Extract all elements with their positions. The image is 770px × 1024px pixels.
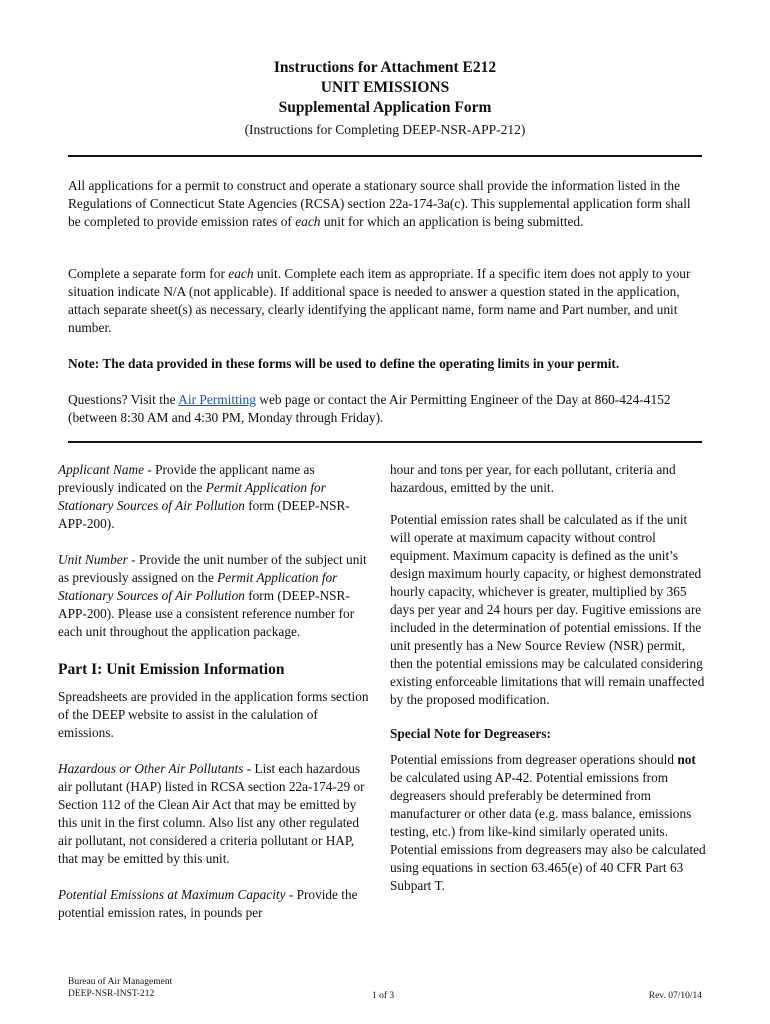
applicant-name-text-b: form (DEEP-NSR-APP-200). [58,498,350,531]
hazardous-pollutants-text: - List each hazardous air pollutant (HAP) listed in RCSA section 22a-174-29 or Section 112 of the Clean Air Act that may be emitted by this unit in the first column. Also list any other regulated air pollutant, not considered a criteria pollutant or HAP, that may be emitted by this unit. [58,761,365,866]
applicant-name-item [58,461,373,533]
hazardous-pollutants-term: Hazardous or Other Air Pollutants [58,761,244,776]
hazardous-pollutants-item [58,760,373,868]
intro-p1-em: each [295,214,321,229]
footer-left [68,976,172,1000]
intro-p1-a: All applications for a permit to construct and operate a stationary source shall provide the information listed in the Regulations of Connecticut State Agencies (RCSA) section 22a-174-3a(c). This supplemental application form shall be completed to provide emission rates of [68,178,691,229]
title-line-1: Instructions for Attachment E212 [273,59,497,76]
unit-number-item [58,551,373,641]
top-divider [68,155,702,157]
footer-bureau: Bureau of Air Management [68,977,173,987]
potential-emissions-term: Potential Emissions at Maximum Capacity [58,887,286,902]
bottom-divider [68,441,702,443]
degreasers-paragraph [390,751,706,895]
intro-paragraph-1 [68,177,702,231]
right-column [390,461,706,895]
air-permitting-link[interactable]: Air Permitting [178,392,256,407]
document-header [0,58,770,139]
questions-b: web page or contact the Air Permitting Engineer of the Day at 860-424-4152 (between 8:30 AM and 4:30 PM, Monday through Friday). [68,392,671,425]
potential-emissions-text: - Provide the potential emission rates, in pounds per [58,887,358,920]
part-i-heading: Part I: Unit Emission Information [58,661,285,678]
intro-p2-a: Complete a separate form for [68,266,229,281]
potential-rates-paragraph: Potential emission rates shall be calculated as if the unit will operate at maximum capacity without control equipment. Maximum capacity is defined as the unit’s design maximum hourly capacity, or highest demonstrated hourly capacity, whichever is greater, multiplied by 365 days per year and 24 hours per day. Fugitive emissions are included in the determination of potential emissions. If the unit presently has a New Source Review (NSR) permit, then the potential emissions may be calculated considering existing enforceable limitations that will remain unaffected by the proposed modification. [390,512,705,707]
footer-doc-id: DEEP-NSR-INST-212 [68,989,155,999]
degreasers-text-b: be calculated using AP-42. Potential emissions from degreasers should preferably be determined from manufacturer or other data (e.g. mass balance, emissions testing, etc.) from like-kind similarly operated units. Potential emissions from degreasers may also be calculated using equations in section 63.465(e) of 40 CFR Part 63 Subpart T. [390,770,706,893]
spreadsheets-paragraph: Spreadsheets are provided in the application forms section of the DEEP website to assist in the calulation of emissions. [58,689,369,740]
degreasers-text-a: Potential emissions from degreaser operations should [390,752,678,767]
special-note-heading: Special Note for Degreasers: [390,726,551,741]
applicant-name-form-title: Permit Application for Stationary Sources of Air Pollution [58,480,326,513]
unit-number-text-a: - Provide the unit number of the subject unit as previously assigned on the [58,552,367,585]
title-line-3: Supplemental Application Form [278,99,492,116]
continued-paragraph: hour and tons per year, for each pollutant, criteria and hazardous, emitted by the unit. [390,462,676,495]
potential-emissions-item [58,886,373,922]
intro-note [68,355,702,373]
intro-p2-b: unit. Complete each item as appropriate. If a specific item does not apply to your situation indicate N/A (not applicable). If additional space is needed to answer a question stated in the application, attach separate sheet(s) as necessary, clearly identifying the applicant name, form name and Part number, and unit number. [68,266,691,335]
title-line-2: UNIT EMISSIONS [320,79,450,96]
applicant-name-text-a: - Provide the applicant name as previously indicated on the [58,462,315,495]
unit-number-form-title: Permit Application for Stationary Sources of Air Pollution [58,570,338,603]
questions-a: Questions? Visit the [68,392,179,407]
left-column [58,461,373,922]
unit-number-text-b: form (DEEP-NSR-APP-200). Please use a consistent reference number for each unit throughout the application package. [58,588,355,639]
footer-page-number: 1 of 3 [372,991,395,1001]
note-text: Note: The data provided in these forms will be used to define the operating limits in your permit. [68,356,620,371]
footer-revision: Rev. 07/10/14 [648,991,702,1001]
intro-paragraph-2 [68,265,702,337]
applicant-name-term: Applicant Name [58,462,145,477]
degreasers-not: not [677,752,696,767]
intro-p1-b: unit for which an application is being submitted. [320,214,584,229]
subtitle: (Instructions for Completing DEEP-NSR-APP-212) [244,122,526,137]
unit-number-term: Unit Number [58,552,128,567]
intro-questions [68,391,702,427]
intro-p2-em: each [228,266,254,281]
